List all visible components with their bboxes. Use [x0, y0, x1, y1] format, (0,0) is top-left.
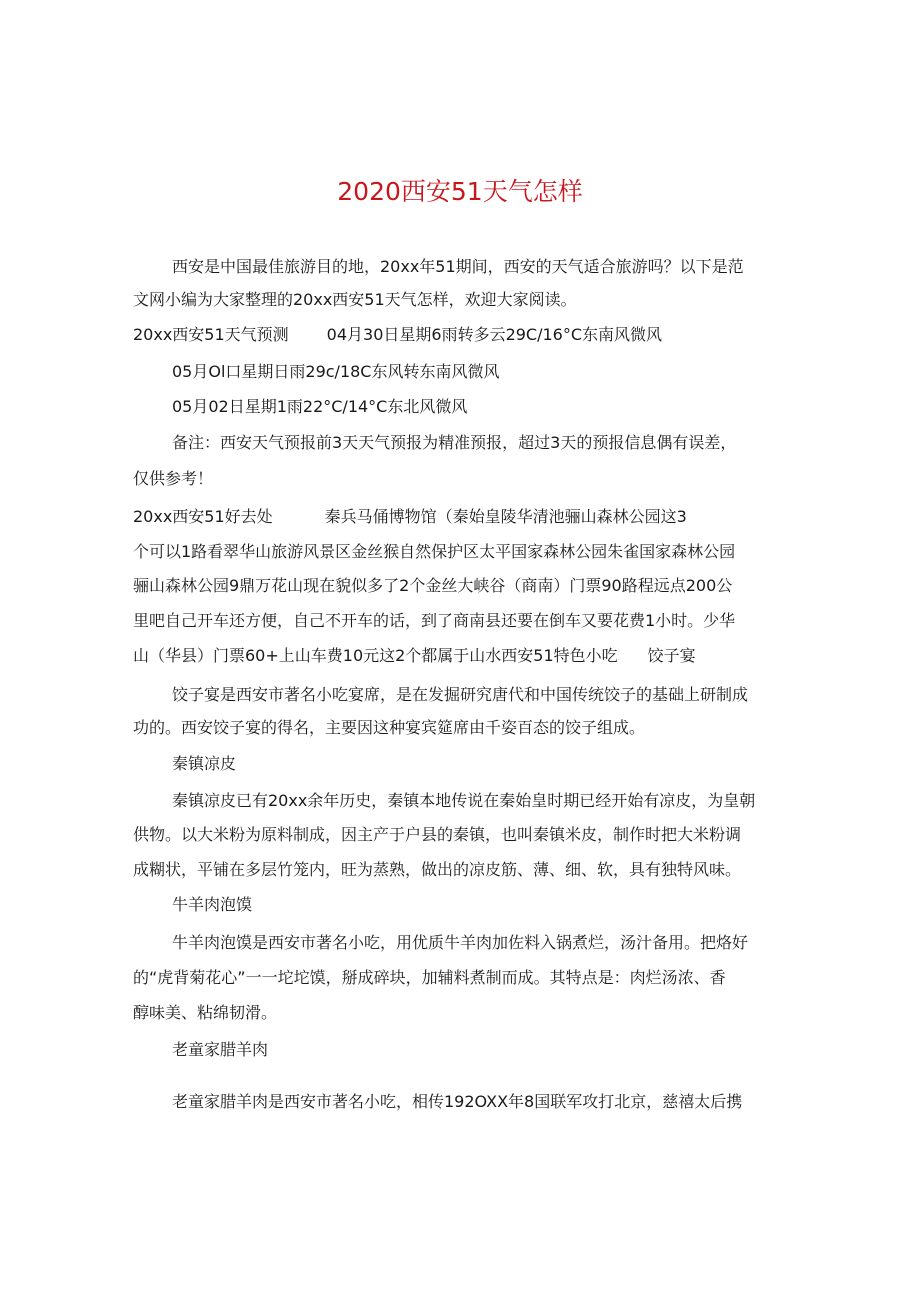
paragraph-line: 的“虎背菊花心”一一坨坨馍，掰成碎块，加辅料煮制而成。其特点是：肉烂汤浓、香: [133, 968, 726, 987]
section-heading-jiaoziyan: 饺子宴: [647, 646, 696, 665]
forecast-line: [133, 324, 793, 346]
paragraph-line: 备注：西安天气预报前3天天气预报为精准预报，超过3天的预报信息偶有误差，: [172, 433, 737, 452]
destinations-text: 秦兵马俑博物馆（秦始皇陵华清池骊山森林公园这3: [324, 507, 687, 526]
paragraph-line: 仅供参考！: [133, 469, 214, 488]
section-heading-paomo: 牛羊肉泡馍: [172, 895, 253, 914]
paragraph-line: 老童家腊羊肉是西安市著名小吃，相传192OXX年8国联军攻打北京，慈禧太后携: [172, 1092, 743, 1111]
paragraph-line: 牛羊肉泡馍是西安市著名小吃，用优质牛羊肉加佐料入锅煮烂，汤汁备用。把烙好: [172, 933, 749, 952]
forecast-day-1: 04月30日星期6雨转多云29C/16°C东南风微风: [326, 325, 663, 344]
paragraph-line: 个可以1路看翠华山旅游风景区金丝猴自然保护区太平国家森林公园朱雀国家森林公园: [133, 542, 736, 561]
paragraph-line: 里吧自己开车还方便，自己不开车的话，到了商南县还要在倒车又要花费1小时。少华: [133, 611, 736, 630]
section-heading-layangrou: 老童家腊羊肉: [172, 1040, 269, 1059]
section-heading-liangpi: 秦镇凉皮: [172, 754, 237, 773]
paragraph-line: 成糊状，平铺在多层竹笼内，旺为蒸熟，做出的凉皮筋、薄、细、软，具有独特风味。: [133, 860, 742, 879]
paragraph-line: 醇味美、粘绵韧滑。: [133, 1003, 278, 1022]
forecast-heading: 20xx西安51天气预测: [133, 325, 289, 344]
paragraph-line: 骊山森林公园9鼎万花山现在貌似多了2个金丝大峡谷（商南）门票90路程远点200公: [133, 576, 733, 595]
paragraph-line: 功的。西安饺子宴的得名，主要因这种宴宾筵席由千姿百态的饺子组成。: [133, 718, 646, 737]
destinations-heading: 20xx西安51好去处: [133, 507, 273, 526]
paragraph-line: 秦镇凉皮已有20xx余年历史，秦镇本地传说在秦始皇时期已经开始有凉皮，为皇朝: [172, 791, 756, 810]
paragraph-line: 供物。以大米粉为原料制成，因主产于户县的秦镇，也叫秦镇米皮，制作时把大米粉调: [133, 825, 742, 844]
paragraph-line: 文网小编为大家整理的20xx西安51天气怎样，欢迎大家阅读。: [133, 290, 577, 309]
snacks-line: [133, 645, 793, 667]
destinations-line: [133, 506, 793, 528]
paragraph-line: 饺子宴是西安市著名小吃宴席，是在发掘研究唐代和中国传统饺子的基础上研制成: [172, 685, 749, 704]
page-title: 2020西安51天气怎样: [337, 177, 583, 206]
paragraph-text: 山（华县）门票60+上山车费10元这2个都属于山水西安51特色小吃: [133, 646, 618, 665]
forecast-day-2: 05月Ol口星期日雨29c/18C东风转东南风微风: [172, 362, 500, 381]
forecast-day-3: 05月02日星期1雨22°C/14°C东北风微风: [172, 397, 468, 416]
paragraph-line: 西安是中国最佳旅游目的地，20xx年51期间，西安的天气适合旅游吗？以下是范: [172, 257, 744, 276]
